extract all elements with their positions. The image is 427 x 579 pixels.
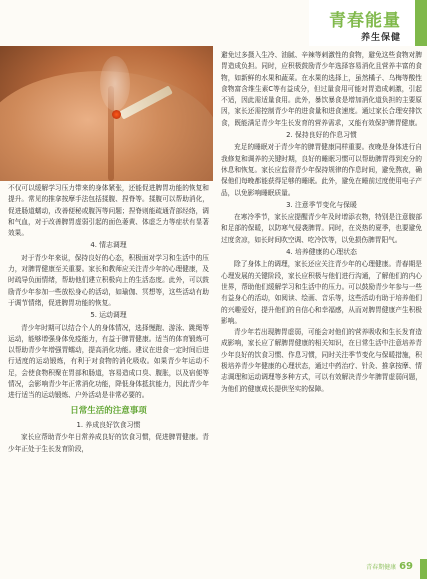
subheading: 2. 保持良好的作息习惯 [286,131,357,140]
subheading: 3. 注意季节变化与保暖 [286,200,357,209]
page-footer [366,561,413,572]
right-column [221,50,422,395]
subheading: 1. 养成良好饮食习惯 [76,420,141,429]
header-accent-bar [415,0,427,46]
paragraph: 家长应帮助青少年日常养成良好的饮食习惯，促进脾胃健康。青少年正处于生长发育阶段， [8,433,209,453]
smoke-icon [100,56,130,111]
brand-title: 青春能量 [329,11,401,31]
paragraph: 在寒冷季节，家长应提醒青少年及时增添衣物，特别是注意腹部和足部的保暖，以防寒气侵袭脾胃。同时，在炎热的夏季，也要避免过度贪凉，如长时间吹空调、吃冷饮等，以免损伤脾胃阳气。 [221,213,422,244]
moxibustion-photo [0,46,213,181]
section-heading: 日常生活的注意事项 [70,405,147,416]
paragraph: 充足的睡眠对于青少年的脾胃健康同样重要。夜晚是身体进行自我修复和调养的关键时期，良好的睡眠习惯可以帮助脾胃得到充分的休息和恢复。家长应监督青少年保持规律的作息时间，避免熬夜，确保他们每晚都能获得足够的睡眠。此外，避免在睡前过度使用电子产品，以免影响睡眠质量。 [221,143,422,197]
paragraph: 青少年时期可以结合个人的身体情况，选择慢跑、游泳、跳绳等运动，能够增强身体免疫能力，有益于脾胃健康。适当的体育锻炼可以帮助青少年增强胃蠕动，提高消化功能。建议在进食一定时间后进行适度的运动锻炼，有利于对食物的消化吸收。如果青少年运动不足，会使食物积聚在胃部和肠道，容易造成口臭、腹胀，以及宿便等情况，会影响青少年正常消化功能，降低身体抵抗能力，因此青少年进行适当的运动锻炼、户外活动是非常必要的。 [8,323,209,400]
paragraph: 除了身体上的调理，家长还应关注青少年的心理健康。青春期是心理发展的关键阶段，家长应积极与他们进行沟通，了解他们的内心世界，帮助他们缓解学习和生活中的压力。可以鼓励青少年参与一些有益身心的活动，如阅读、绘画、音乐等，这些活动有助于培养他们的兴趣爱好，提升他们的自信心和幸福感，从而对脾胃健康产生积极影响。 [221,260,422,325]
subheading: 4. 情志调理 [90,241,127,250]
left-column [8,183,209,455]
section-title: 养生保健 [360,33,401,43]
subheading: 5. 运动调理 [90,311,127,320]
subheading: 4. 培养健康的心理状态 [286,248,357,257]
paragraph: 不仅可以缓解学习压力带来的身体紧张，还能促进脾胃功能的恢复和提升。常见的推拿按摩手法包括揉腹、捏脊等。揉腹可以帮助消化，促进肠道蠕动，改善便秘或腹泻等问题；捏脊则能疏通背部经络，调和气血，对于改善脾胃虚弱引起的面色萎黄、体虚乏力等症状有显著效果。 [8,184,209,238]
footer-label: 青春期健康 [366,564,397,571]
paragraph: 避免过多摄入生冷、油腻、辛辣等刺激性的食物，避免这些食物对脾胃造成负担。同时，应积极鼓励青少年选择容易消化且营养丰富的食物，如新鲜的水果和蔬菜。在水果的选择上，虽然橘子、乌梅等酸性食物富含维生素C等有益成分，但过量食用可能对胃造成刺激，引起不适，因此需适量食用。此外，暴饮暴食是增加消化道负担的主要原因，家长还需控制青少年的进食量和进食速度。通过家长合理安排饮食，既能满足青少年生长发育的营养需求，又能有效保护脾胃健康。 [221,51,422,127]
page-header [309,0,427,46]
corner-accent [420,559,427,579]
paragraph: 对于青少年来说，保持良好的心态，积极面对学习和生活中的压力，对脾胃健康至关重要。家长和教师应关注青少年的心理健康，及时疏导负面情绪，帮助他们建立积极向上的生活态度。此外，可以鼓励青少年参加一些放松身心的活动，如瑜伽、冥想等，这些活动有助于调节情绪，促进脾胃功能的恢复。 [8,253,209,307]
page-number: 69 [399,561,413,572]
paragraph: 青少年若出现脾胃虚弱，可能会对他们的营养吸收和生长发育造成影响，家长应了解脾胃健康的相关知识，在日常生活中注意培养青少年良好的饮食习惯、作息习惯，同时关注季节变化与保暖措施，积极培养青少年健康的心理状态，通过中药治疗、针灸、推拿按摩、情志调理和运动调理等多种方式，可以有效解决青少年脾胃虚弱问题，为他们的健康成长提供坚实的保障。 [221,328,422,393]
ember-icon [112,110,121,119]
